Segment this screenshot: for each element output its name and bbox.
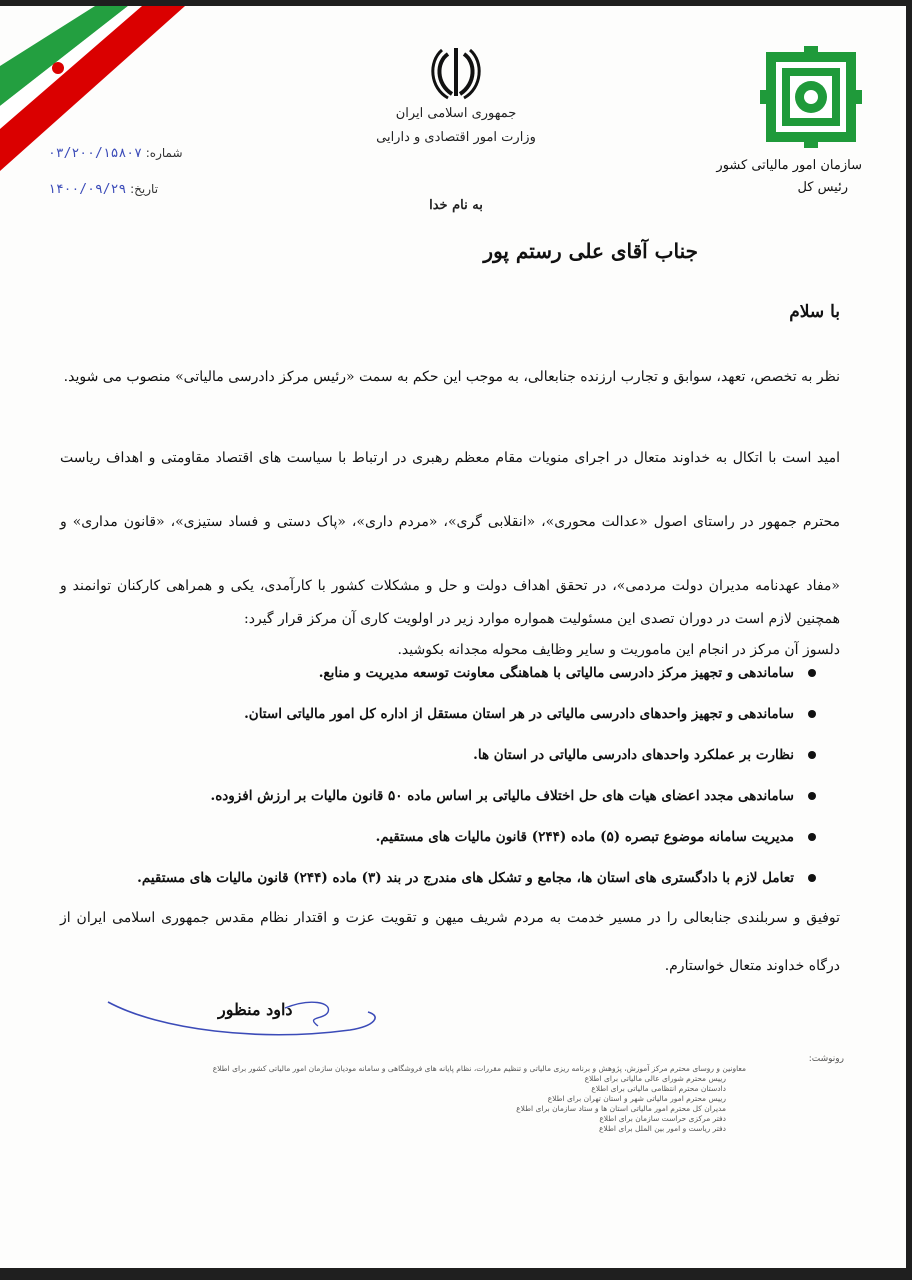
cc-label: رونوشت:	[808, 1054, 844, 1064]
ministry-title: وزارت امور اقتصادی و دارایی	[376, 130, 536, 145]
priorities-list	[116, 652, 816, 898]
bullet-icon	[808, 874, 816, 882]
bullet-icon	[808, 833, 816, 841]
letter-date	[48, 182, 158, 197]
cc-item: رییس محترم شورای عالی مالیاتی برای اطلاع	[584, 1074, 726, 1083]
paragraph-priorities-intro: همچنین لازم است در دوران تصدی این مسئولیت همواره موارد زیر در اولویت کاری آن مرکز قرار گیرد:	[244, 611, 840, 627]
greeting: با سلام	[789, 302, 840, 322]
bullet-icon	[808, 751, 816, 759]
closing-paragraph: توفیق و سربلندی جنابعالی را در مسیر خدمت به مردم شریف میهن و تقویت عزت و اقتدار نظام مقدس جمهوری اسلامی ایران از درگاه خداوند متعال خواستارم.	[60, 910, 840, 974]
date-value: ۱۴۰۰/۰۹/۲۹	[48, 182, 127, 197]
bullet-icon	[808, 792, 816, 800]
list-item: تعامل لازم با دادگستری های استان ها، مجامع و تشکل های مندرج در بند (۳) ماده (۲۴۴) قانون مالیات های مستقیم.	[116, 857, 816, 898]
org-role: رئیس کل	[797, 180, 848, 195]
letter-number	[48, 146, 183, 161]
cc-item: دفتر ریاست و امور بین الملل برای اطلاع	[599, 1124, 726, 1133]
letter-page	[0, 6, 906, 1268]
bismillah: به نام خدا	[429, 198, 483, 213]
number-label: شماره:	[145, 146, 183, 160]
list-item: ساماندهی و تجهیز واحدهای دادرسی مالیاتی در هر استان مستقل از اداره کل امور مالیاتی استان.	[116, 693, 816, 734]
bullet-icon	[808, 710, 816, 718]
cc-item: مدیران کل محترم امور مالیاتی استان ها و ستاد سازمان برای اطلاع	[516, 1104, 726, 1113]
cc-list	[126, 1064, 746, 1134]
tax-organization-logo	[760, 46, 862, 148]
republic-title: جمهوری اسلامی ایران	[395, 106, 517, 121]
list-item: نظارت بر عملکرد واحدهای دادرسی مالیاتی در استان ها.	[116, 734, 816, 775]
cc-item: دادستان محترم انتظامی مالیاتی برای اطلاع	[591, 1084, 726, 1093]
paragraph-objectives: امید است با اتکال به خداوند متعال در اجرای منویات مقام معظم رهبری در ارتباط با سیاست های اقتصاد مقاومتی و اهداف ریاست محترم جمهور در راستای اصول «عدالت محوری»، «انقلابی گری»، «مردم داری»، «پاک دستی و فساد ستیزی»، «قانون مداری» و «مفاد عهدنامه مدیران دولت مردمی»، در تحقق اهداف دولت و حل و مشکلات کشور با کارآمدی، یکی و همراهی کارکنان توانمند و دلسوز آن مرکز در انجام این ماموریت و سایر وظایف محوله مجدانه بکوشید.	[60, 450, 840, 658]
cc-item: رییس محترم امور مالیاتی شهر و استان تهران برای اطلاع	[547, 1094, 726, 1103]
list-item: مدیریت سامانه موضوع تبصره (۵) ماده (۲۴۴) قانون مالیات های مستقیم.	[116, 816, 816, 857]
cc-item: معاونین و روسای محترم مرکز آموزش، پژوهش و برنامه ریزی مالیاتی و تنظیم مقررات، نظام پایانه های فروشگاهی و سامانه مودیان سازمان امور مالیاتی کشور برای اطلاع	[212, 1064, 746, 1073]
recipient: جناب آقای علی رستم پور	[483, 239, 698, 263]
date-label: تاریخ:	[130, 182, 159, 196]
paragraph-appointment: نظر به تخصص، تعهد، سوابق و تجارب ارزنده جنابعالی، به موجب این حکم به سمت «رئیس مرکز دادرسی مالیاتی» منصوب می شوید.	[63, 369, 840, 385]
national-emblem-icon	[428, 44, 484, 100]
org-name: سازمان امور مالیاتی کشور	[716, 158, 862, 173]
list-item: ساماندهی و تجهیز مرکز دادرسی مالیاتی با هماهنگی معاونت توسعه مدیریت و منابع.	[116, 652, 816, 693]
cc-item: دفتر مرکزی حراست سازمان برای اطلاع	[599, 1114, 726, 1123]
signature-name: داود منظور	[218, 1000, 293, 1019]
list-item: ساماندهی مجدد اعضای هیات های حل اختلاف مالیاتی بر اساس ماده ۵۰ قانون مالیات بر ارزش افزوده.	[116, 775, 816, 816]
bullet-icon	[808, 669, 816, 677]
signature-icon	[100, 986, 400, 1056]
number-value: ۰۳/۲۰۰/۱۵۸۰۷	[48, 146, 142, 161]
